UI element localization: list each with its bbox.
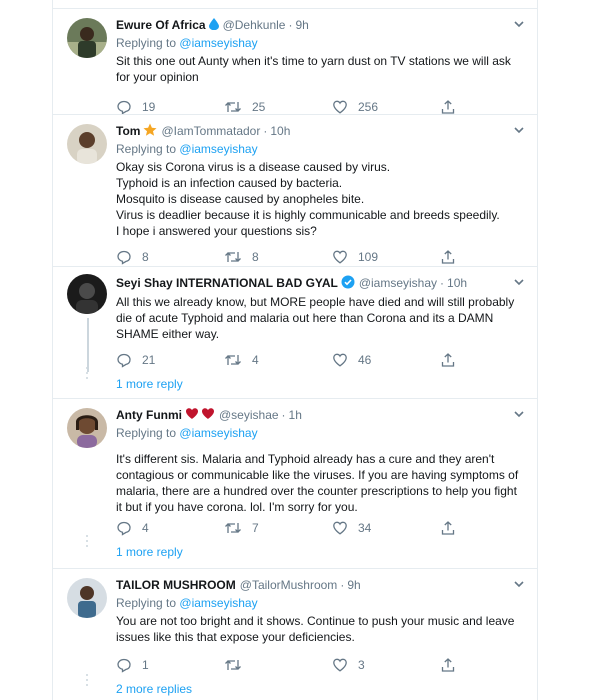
thread-dots <box>84 535 90 550</box>
retweet-count: 25 <box>252 100 266 114</box>
chevron-down-icon[interactable] <box>511 16 527 32</box>
replying-to-link[interactable]: @iamseyishay <box>179 36 258 50</box>
replying-to: Replying to @iamseyishay <box>116 596 258 610</box>
retweet-count: 8 <box>252 250 259 264</box>
heart-icon <box>332 657 348 673</box>
display-name[interactable]: Tom <box>116 124 141 138</box>
display-name[interactable]: Anty Funmi <box>116 408 182 422</box>
share-icon <box>440 352 456 368</box>
tweet-line: for your opinion <box>116 70 199 84</box>
tweet-line: it but if you have corona. lol. I'm sorry for you. <box>116 500 358 514</box>
heart-icon <box>332 352 348 368</box>
heart-icon <box>332 249 348 265</box>
divider <box>53 398 537 399</box>
reply-count: 8 <box>142 250 149 264</box>
reply-count: 1 <box>142 658 149 672</box>
chevron-down-icon[interactable] <box>511 274 527 290</box>
tweet-text <box>116 294 523 342</box>
share-button[interactable] <box>440 249 466 265</box>
timestamp[interactable]: 9h <box>347 578 361 592</box>
retweet-button[interactable] <box>224 249 332 265</box>
user-handle[interactable]: @Dehkunle <box>222 18 286 32</box>
divider <box>53 568 537 569</box>
like-button[interactable] <box>332 657 440 673</box>
user-handle[interactable]: @seyishae <box>219 408 279 422</box>
heart-icon <box>332 520 348 536</box>
reply-icon <box>116 249 132 265</box>
like-button[interactable] <box>332 352 440 368</box>
retweet-icon <box>224 520 242 536</box>
tweet-text <box>116 613 523 645</box>
share-button[interactable] <box>440 352 466 368</box>
divider <box>53 8 537 9</box>
replying-to: Replying to @iamseyishay <box>116 36 258 50</box>
like-button[interactable] <box>332 249 440 265</box>
replying-to-link[interactable]: @iamseyishay <box>179 426 258 440</box>
like-count: 46 <box>358 353 372 367</box>
display-name[interactable]: Ewure Of Africa <box>116 18 206 32</box>
reply-button[interactable] <box>116 352 224 368</box>
tweet-line: die of acute Typhoid and malaria out here than Corona and its a DAMN <box>116 311 494 325</box>
timestamp[interactable]: 9h <box>295 18 309 32</box>
tweet-line: You are not too bright and it shows. Continue to push your music and leave <box>116 614 515 628</box>
reply-count: 19 <box>142 100 156 114</box>
tweet-text <box>116 451 523 515</box>
like-count: 256 <box>358 100 379 114</box>
separator-dot: · <box>440 276 445 290</box>
share-button[interactable] <box>440 520 466 536</box>
retweet-icon <box>224 99 242 115</box>
share-button[interactable] <box>440 99 466 115</box>
more-replies-link[interactable]: 1 more reply <box>116 377 183 391</box>
reply-icon <box>116 352 132 368</box>
tweet-actions <box>116 656 476 674</box>
share-icon <box>440 657 456 673</box>
timestamp[interactable]: 10h <box>447 276 468 290</box>
reply-icon <box>116 99 132 115</box>
retweet-count: 4 <box>252 353 259 367</box>
retweet-icon <box>224 657 242 673</box>
divider <box>53 114 537 115</box>
avatar[interactable] <box>67 18 107 58</box>
retweet-button[interactable] <box>224 99 332 115</box>
share-icon <box>440 520 456 536</box>
tweet-text <box>116 53 523 85</box>
star-icon <box>143 123 157 140</box>
separator-dot: · <box>263 124 268 138</box>
chevron-down-icon[interactable] <box>511 406 527 422</box>
tweet-line: Sit this one out Aunty when it's time to yarn dust on TV stations we will ask <box>116 54 511 68</box>
retweet-button[interactable] <box>224 352 332 368</box>
tweet-line: Okay sis Corona virus is a disease caused by virus. <box>116 160 391 174</box>
like-button[interactable] <box>332 99 440 115</box>
retweet-count: 7 <box>252 521 259 535</box>
user-handle[interactable]: @iamseyishay <box>358 276 438 290</box>
share-button[interactable] <box>440 657 466 673</box>
tweet-line: Mosquito is disease caused by anopheles bite. <box>116 192 365 206</box>
reply-button[interactable] <box>116 249 224 265</box>
conversation-panel <box>52 0 538 700</box>
like-count: 109 <box>358 250 379 264</box>
more-replies-link[interactable]: 1 more reply <box>116 545 183 559</box>
retweet-icon <box>224 249 242 265</box>
separator-dot: · <box>281 408 286 422</box>
tweet-text <box>116 159 523 239</box>
tweet-line: malaria, there are a hundred over the counter prescriptions to help you fight <box>116 484 517 498</box>
chevron-down-icon[interactable] <box>511 122 527 138</box>
replying-to: Replying to @iamseyishay <box>116 426 258 440</box>
retweet-button[interactable] <box>224 520 332 536</box>
thread-line <box>87 318 89 372</box>
separator-dot: · <box>288 18 293 32</box>
user-handle[interactable]: @IamTommatador <box>161 124 261 138</box>
reply-count: 21 <box>142 353 156 367</box>
thread-dots <box>84 367 90 382</box>
droplet-icon <box>209 18 219 33</box>
share-icon <box>440 99 456 115</box>
tweet-line: I hope i answered your questions sis? <box>116 224 317 238</box>
separator-dot: · <box>340 578 345 592</box>
tweet-actions <box>116 351 476 369</box>
divider <box>53 266 537 267</box>
share-icon <box>440 249 456 265</box>
tweet-line: It's different sis. Malaria and Typhoid already has a cure and they aren't <box>116 452 495 466</box>
like-button[interactable] <box>332 520 440 536</box>
verified-icon <box>341 275 355 292</box>
user-handle[interactable]: @TailorMushroom <box>239 578 338 592</box>
thread-dots <box>84 674 90 689</box>
timestamp[interactable]: 1h <box>288 408 302 422</box>
reply-icon <box>116 657 132 673</box>
display-name[interactable]: Seyi Shay INTERNATIONAL BAD GYAL <box>116 276 338 290</box>
tweet-actions <box>116 519 476 537</box>
like-count: 3 <box>358 658 365 672</box>
tweet-line: All this we already know, but MORE people have died and will still probably <box>116 295 515 309</box>
replying-to-link[interactable]: @iamseyishay <box>179 596 258 610</box>
reply-count: 4 <box>142 521 149 535</box>
replying-to-link[interactable]: @iamseyishay <box>179 142 258 156</box>
avatar[interactable] <box>67 578 107 618</box>
tweet-line: Virus is deadlier because it is highly communicable and breeds speedily. <box>116 208 500 222</box>
avatar[interactable] <box>67 124 107 164</box>
tweet-line: contagious or communicable like the viruses. If you are having symptoms of <box>116 468 519 482</box>
hearts-icon <box>185 407 215 423</box>
avatar[interactable] <box>67 408 107 448</box>
avatar[interactable] <box>67 274 107 314</box>
heart-icon <box>332 99 348 115</box>
reply-button[interactable] <box>116 99 224 115</box>
chevron-down-icon[interactable] <box>511 576 527 592</box>
retweet-icon <box>224 352 242 368</box>
tweet-line: Typhoid is an infection caused by bacteria. <box>116 176 343 190</box>
tweet-actions <box>116 248 476 266</box>
reply-icon <box>116 520 132 536</box>
retweet-button[interactable] <box>224 657 332 673</box>
replying-to: Replying to @iamseyishay <box>116 142 258 156</box>
more-replies-link[interactable]: 2 more replies <box>116 682 193 696</box>
display-name[interactable]: TAILOR MUSHROOM <box>116 578 236 592</box>
reply-button[interactable] <box>116 520 224 536</box>
tweet-line: SHAME either way. <box>116 327 220 341</box>
tweet-line: issues like this that expose your deficiencies. <box>116 630 355 644</box>
reply-button[interactable] <box>116 657 224 673</box>
timestamp[interactable]: 10h <box>270 124 291 138</box>
like-count: 34 <box>358 521 372 535</box>
